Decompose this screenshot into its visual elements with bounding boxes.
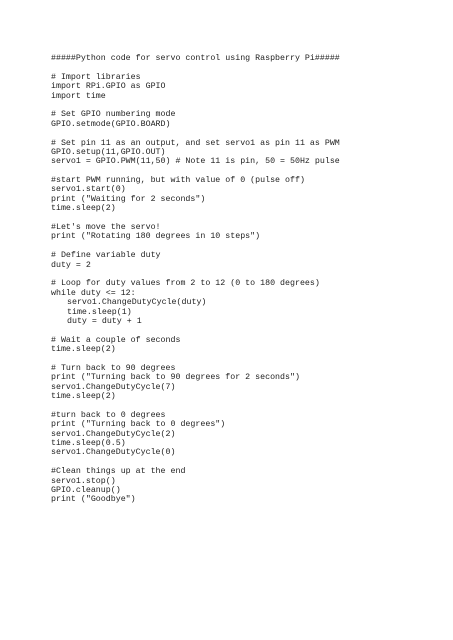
code-line: servo1.ChangeDutyCycle(0) bbox=[51, 448, 176, 458]
blank-line bbox=[51, 401, 441, 410]
code-comment: #start PWM running, but with value of 0 (pulse off) bbox=[51, 176, 305, 186]
code-line: time.sleep(2) bbox=[51, 392, 116, 402]
code-line: time.sleep(0.5) bbox=[51, 439, 126, 449]
code-line: GPIO.cleanup() bbox=[51, 485, 121, 495]
code-line-indented: duty = duty + 1 bbox=[67, 316, 142, 326]
code-line: GPIO.setmode(GPIO.BOARD) bbox=[51, 119, 171, 129]
blank-line bbox=[51, 458, 441, 467]
code-line: print ("Waiting for 2 seconds") bbox=[51, 194, 206, 204]
code-line: import time bbox=[51, 91, 106, 101]
blank-line bbox=[51, 242, 441, 251]
code-line: servo1.start(0) bbox=[51, 185, 126, 195]
code-comment: #turn back to 0 degrees bbox=[51, 410, 166, 420]
code-line-indented: time.sleep(1) bbox=[67, 307, 132, 317]
blank-line bbox=[51, 214, 441, 223]
code-line: print ("Turning back to 0 degrees") bbox=[51, 420, 226, 430]
code-comment: # Loop for duty values from 2 to 12 (0 to 180 degrees) bbox=[51, 279, 320, 289]
blank-line bbox=[51, 270, 441, 279]
code-comment: # Import libraries bbox=[51, 72, 141, 82]
blank-line bbox=[51, 326, 441, 335]
code-line: print ("Turning back to 90 degrees for 2 seconds") bbox=[51, 373, 300, 383]
code-header: #####Python code for servo control using Raspberry Pi##### bbox=[51, 54, 340, 63]
code-line: servo1.ChangeDutyCycle(2) bbox=[51, 429, 176, 439]
code-line: print ("Rotating 180 degrees in 10 steps") bbox=[51, 232, 261, 242]
code-line: while duty <= 12: bbox=[51, 288, 136, 298]
code-line-indented: servo1.ChangeDutyCycle(duty) bbox=[67, 298, 207, 308]
code-line: time.sleep(2) bbox=[51, 204, 116, 214]
code-line: servo1.ChangeDutyCycle(7) bbox=[51, 382, 176, 392]
code-comment: # Turn back to 90 degrees bbox=[51, 363, 176, 373]
code-line: servo1 = GPIO.PWM(11,50) # Note 11 is pin, 50 = 50Hz pulse bbox=[51, 157, 340, 167]
code-comment: # Set pin 11 as an output, and set servo1 as pin 11 as PWM bbox=[51, 138, 340, 148]
code-comment: # Define variable duty bbox=[51, 251, 161, 261]
blank-line bbox=[51, 167, 441, 176]
code-line: print ("Goodbye") bbox=[51, 495, 136, 505]
code-listing bbox=[51, 54, 441, 505]
code-comment: # Wait a couple of seconds bbox=[51, 335, 181, 345]
code-comment: #Clean things up at the end bbox=[51, 467, 186, 477]
code-line: duty = 2 bbox=[51, 260, 91, 270]
blank-line bbox=[51, 129, 441, 138]
blank-line bbox=[51, 355, 441, 364]
blank-line bbox=[51, 101, 441, 110]
code-comment: #Let's move the servo! bbox=[51, 223, 161, 233]
code-comment: # Set GPIO numbering mode bbox=[51, 110, 176, 120]
code-line: import RPi.GPIO as GPIO bbox=[51, 82, 166, 92]
blank-line bbox=[51, 63, 441, 72]
code-line: servo1.stop() bbox=[51, 476, 116, 486]
code-line: GPIO.setup(11,GPIO.OUT) bbox=[51, 147, 166, 157]
code-line: time.sleep(2) bbox=[51, 345, 116, 355]
